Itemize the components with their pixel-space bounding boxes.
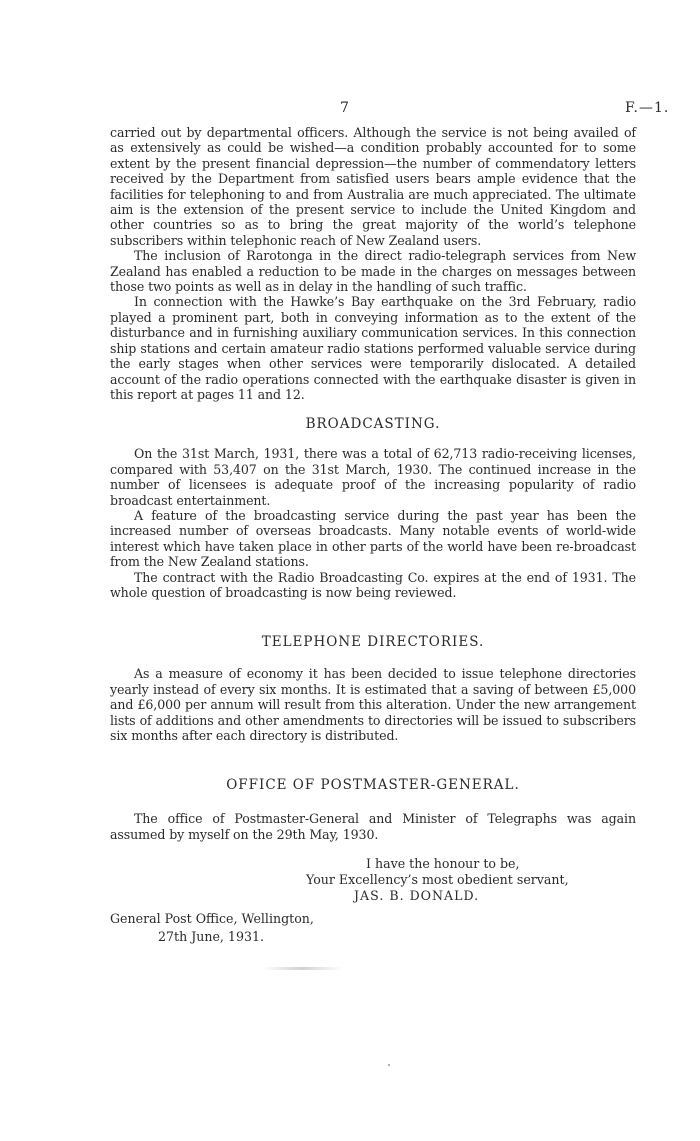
- paragraph-continued: carried out by departmental officers. Although the service is not being availed of as extensively as could be wished—a condition probably accounted for to some extent by the present financial depression—the number of commendatory letters received by the Department from satisfied users bears ample evidence that the facilities for telephoning to and from Australia are much appreciated. The ultimate aim is the extension of the present service to include the United Kingdom and other countries so as to bring the great majority of the world’s telephone subscribers within telephonic reach of New Zealand users.: [110, 125, 636, 248]
- heading-telephone-directories: TELEPHONE DIRECTORIES.: [261, 634, 485, 651]
- paragraph-directories: As a measure of economy it has been decided to issue telephone directories yearly instead of every six months. It is estimated that a saving of between £5,000 and £6,000 per annum will result from this alteration. Under the new arrangement lists of additions and other amendments to directories will be issued to subscribers six months after each directory is distributed.: [110, 666, 636, 743]
- heading-office-postmaster-general: OFFICE OF POSTMASTER-GENERAL.: [226, 777, 520, 794]
- closing-honour: I have the honour to be,: [366, 856, 520, 872]
- closing-block: [110, 856, 636, 904]
- paragraph-licenses: On the 31st March, 1931, there was a total of 62,713 radio-receiving licenses, compared with 53,407 on the 31st March, 1930. The continued increase in the number of licensees is adequate proof of the increasing popularity of radio broadcast entertainment.: [110, 446, 636, 508]
- paragraph-contract: The contract with the Radio Broadcasting Co. expires at the end of 1931. The whole question of broadcasting is now being reviewed.: [110, 569, 636, 600]
- print-smudge: [262, 967, 342, 970]
- body-text: [110, 125, 636, 946]
- paragraph-overseas-broadcasts: A feature of the broadcasting service during the past year has been the increased number of overseas broadcasts. Many notable events of world-wide interest which have taken place in other parts of the world have been re-broadcast from the New Zealand stations.: [110, 507, 636, 570]
- page-number: 7: [340, 100, 349, 116]
- closing-servant: Your Excellency’s most obedient servant,: [306, 872, 569, 888]
- paragraph-rarotonga: The inclusion of Rarotonga in the direct radio-telegraph services from New Zealand has enabled a reduction to be made in the charges on messages between those two points as well as in delay in the handling of such traffic.: [110, 248, 636, 295]
- signature: JAS. B. DONALD.: [354, 888, 480, 904]
- heading-broadcasting: BROADCASTING.: [305, 416, 441, 433]
- date: 27th June, 1931.: [158, 929, 264, 945]
- paragraph-office: The office of Postmaster-General and Minister of Telegraphs was again assumed by myself on the 29th May, 1930.: [110, 811, 636, 842]
- place-date-block: [110, 910, 636, 946]
- print-speck: [388, 1064, 390, 1066]
- place: General Post Office, Wellington,: [110, 911, 314, 927]
- paragraph-earthquake: In connection with the Hawke’s Bay earthquake on the 3rd February, radio played a prominent part, both in conveying information as to the extent of the disturbance and in furnishing auxiliary communication services. In this connection ship stations and certain amateur radio stations performed valuable service during the early stages when other services were temporarily dislocated. A detailed account of the radio operations connected with the earthquake disaster is given in this report at pages 11 and 12.: [110, 294, 636, 402]
- document-code: F.—1.: [625, 100, 670, 116]
- page-header: [0, 100, 700, 120]
